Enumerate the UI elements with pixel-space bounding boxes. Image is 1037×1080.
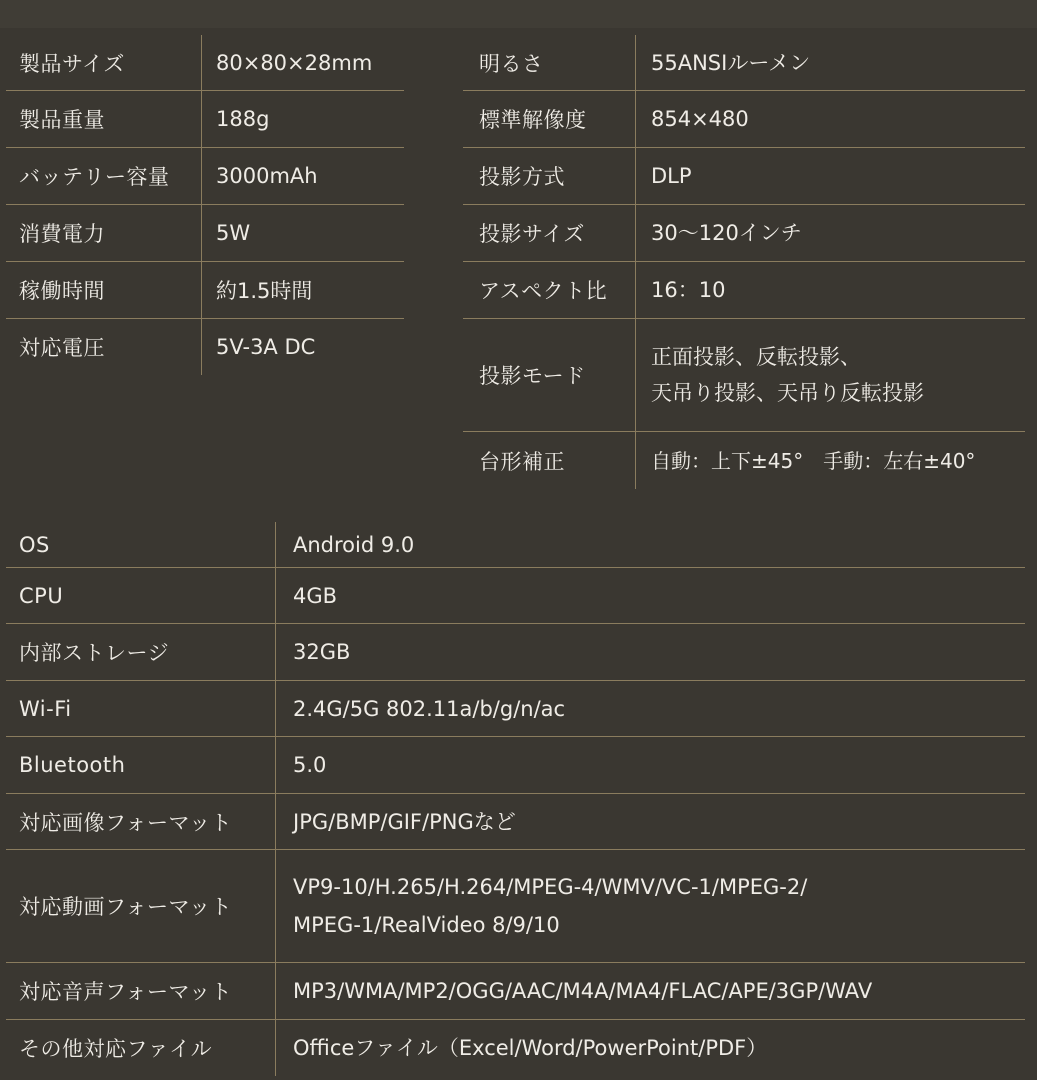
spec-table-right xyxy=(463,35,1025,489)
spec-row-wifi xyxy=(6,681,1025,737)
spec-label: Wi-Fi xyxy=(19,696,72,721)
spec-value: 854×480 xyxy=(635,91,749,147)
spec-row-cpu xyxy=(6,568,1025,624)
spec-value xyxy=(635,319,924,431)
spec-value: Android 9.0 xyxy=(275,522,414,567)
spec-row-size xyxy=(6,35,404,91)
spec-row-weight xyxy=(6,91,404,148)
spec-value: 80×80×28mm xyxy=(201,35,372,90)
spec-value: 5W xyxy=(201,205,250,261)
spec-label: Bluetooth xyxy=(19,753,126,777)
spec-row-video-format xyxy=(6,850,1025,963)
spec-table-left xyxy=(6,35,404,375)
spec-row-bluetooth xyxy=(6,737,1025,794)
spec-value: 16：10 xyxy=(635,262,725,318)
spec-value: 2.4G/5G 802.11a/b/g/n/ac xyxy=(275,681,565,736)
spec-row-storage xyxy=(6,624,1025,681)
spec-value: 188g xyxy=(201,91,269,147)
spec-value: 約1.5時間 xyxy=(201,262,312,318)
spec-value xyxy=(275,850,807,962)
spec-label: 対応音声フォーマット xyxy=(19,980,233,1004)
spec-value-line: 天吊り投影、天吊り反転投影 xyxy=(651,381,924,405)
spec-label: OS xyxy=(19,532,50,557)
spec-label: 対応動画フォーマット xyxy=(19,895,233,919)
spec-label: 台形補正 xyxy=(479,449,565,474)
spec-label: 標準解像度 xyxy=(479,108,587,132)
spec-value-line: VP9-10/H.265/H.264/MPEG-4/WMV/VC-1/MPEG-2/ xyxy=(293,875,808,899)
spec-value: 3000mAh xyxy=(201,148,318,204)
spec-value: MP3/WMA/MP2/OGG/AAC/M4A/MA4/FLAC/APE/3GP/WAV xyxy=(275,963,872,1019)
spec-row-keystone xyxy=(463,432,1025,489)
spec-row-audio-format xyxy=(6,963,1025,1020)
spec-label: 対応電圧 xyxy=(19,336,105,360)
spec-value: 55ANSIルーメン xyxy=(635,35,810,90)
spec-value: 5V-3A DC xyxy=(201,319,315,375)
spec-row-power xyxy=(6,205,404,262)
spec-value-line: MPEG-1/RealVideo 8/9/10 xyxy=(293,913,560,937)
spec-label: 投影サイズ xyxy=(479,222,585,246)
spec-label: 製品サイズ xyxy=(19,51,125,76)
spec-label: 稼働時間 xyxy=(19,279,105,303)
spec-label: 対応画像フォーマット xyxy=(19,810,233,835)
spec-value: 5.0 xyxy=(275,737,326,793)
spec-value: 自動：上下±45° 手動：左右±40° xyxy=(635,432,975,489)
spec-row-aspect-ratio xyxy=(463,262,1025,319)
spec-row-image-format xyxy=(6,794,1025,850)
top-band xyxy=(0,0,1037,28)
spec-label: 製品重量 xyxy=(19,108,105,132)
spec-value: 30〜120インチ xyxy=(635,205,802,261)
spec-label: アスペクト比 xyxy=(479,279,608,303)
spec-label: 内部ストレージ xyxy=(19,641,170,665)
spec-row-projection-method xyxy=(463,148,1025,205)
spec-value: Officeファイル（Excel/Word/PowerPoint/PDF） xyxy=(275,1020,767,1076)
spec-value: 4GB xyxy=(275,568,337,623)
spec-row-voltage xyxy=(6,319,404,375)
spec-value: JPG/BMP/GIF/PNGなど xyxy=(275,794,516,849)
spec-label: バッテリー容量 xyxy=(19,165,170,189)
spec-label: 投影モード xyxy=(479,364,586,388)
spec-row-other-files xyxy=(6,1020,1025,1076)
spec-row-brightness xyxy=(463,35,1025,91)
spec-label: 投影方式 xyxy=(479,165,565,189)
spec-row-os xyxy=(6,522,1025,568)
spec-table-bottom xyxy=(6,522,1025,1076)
spec-label: 消費電力 xyxy=(19,222,105,246)
spec-row-battery xyxy=(6,148,404,205)
spec-value-line: 正面投影、反転投影、 xyxy=(651,345,861,369)
spec-row-projection-mode xyxy=(463,319,1025,432)
spec-label: 明るさ xyxy=(479,51,544,76)
spec-label: その他対応ファイル xyxy=(19,1037,213,1061)
spec-row-projection-size xyxy=(463,205,1025,262)
spec-label: CPU xyxy=(19,583,64,608)
spec-row-runtime xyxy=(6,262,404,319)
spec-row-resolution xyxy=(463,91,1025,148)
spec-value: 32GB xyxy=(275,624,350,680)
spec-value: DLP xyxy=(635,148,692,204)
